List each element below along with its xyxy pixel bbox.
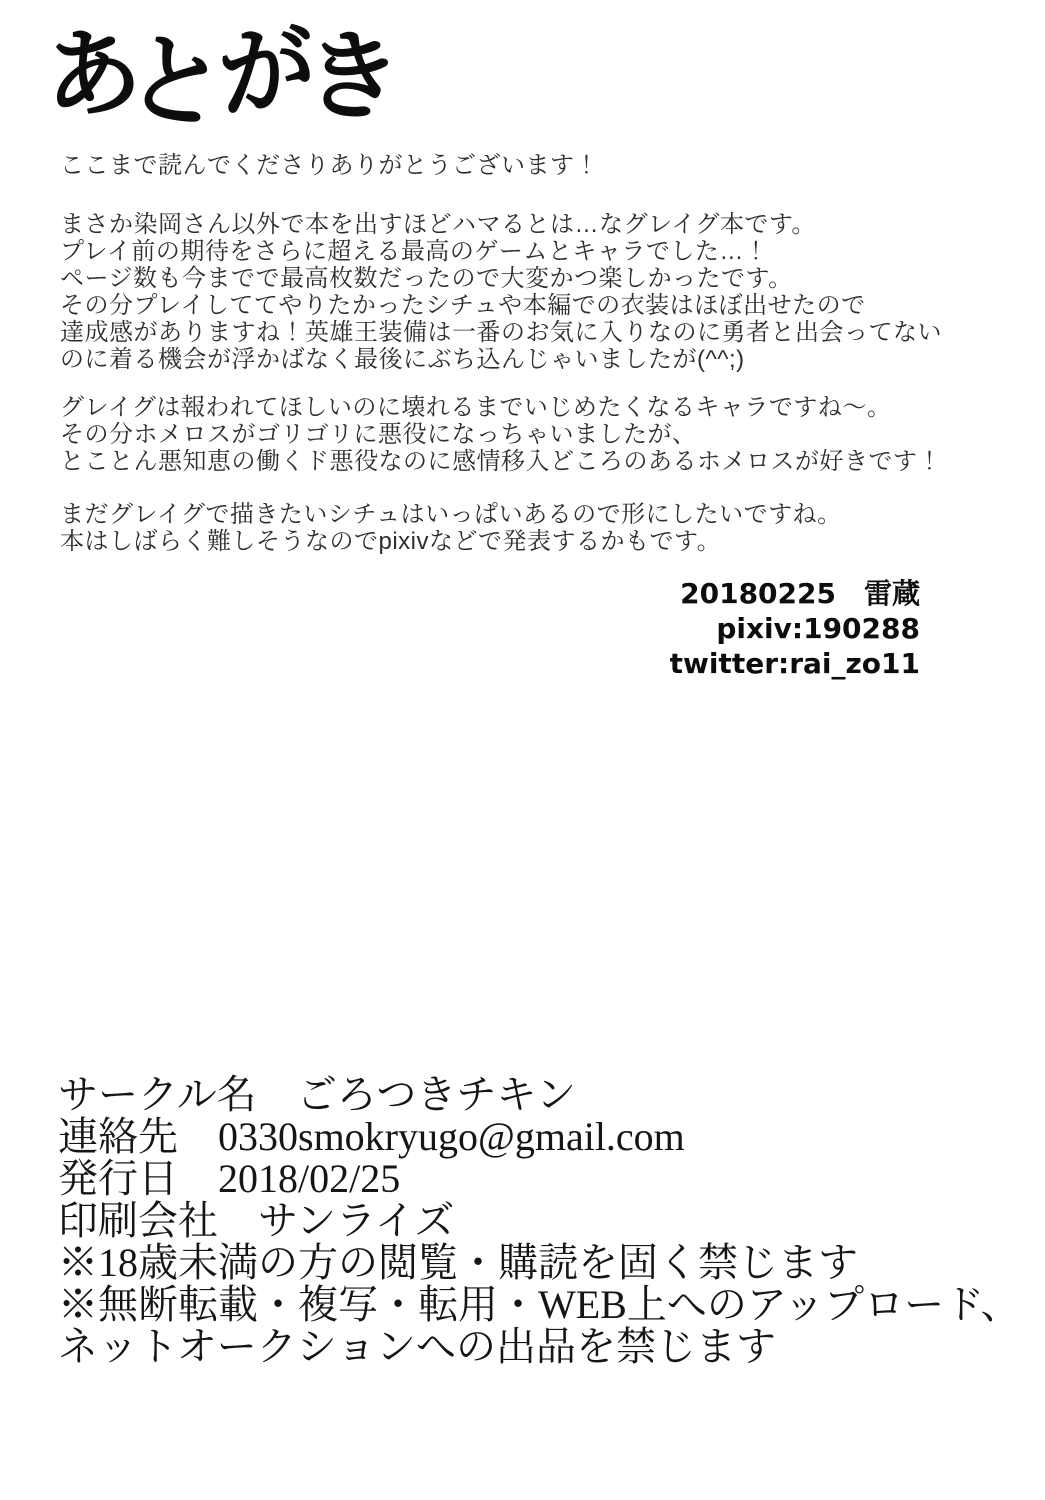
title-char: あ (40, 15, 136, 134)
text-line: ページ数も今までで最高枚数だったので大変かつ楽しかったです。 (60, 265, 793, 292)
text-line: まさか染岡さん以外で本を出すほどハマるとは…なグレイグ本です。 (60, 211, 816, 238)
text-line: まだグレイグで描きたいシチュはいっぱいあるので形にしたいですね。 (60, 501, 842, 528)
page-title (40, 0, 395, 145)
printer-line: 印刷会社 サンライズ (58, 1198, 455, 1243)
text-line: グレイグは報われてほしいのに壊れるまでいじめたくなるキャラですね〜。 (60, 394, 892, 421)
text-line: 達成感がありますね！英雄王装備は一番のお気に入りなのに勇者と出会ってない (60, 319, 942, 346)
text-line: ここまで読んでくださりありがとうございます！ (60, 152, 599, 179)
game-impressions-paragraph (60, 211, 990, 373)
publish-date-line: 発行日 2018/02/25 (58, 1156, 401, 1201)
signature-block (670, 576, 920, 681)
contact-email-line: 連絡先 0330smokryugo@gmail.com (58, 1114, 685, 1159)
text-line: その分ホメロスがゴリゴリに悪役になっちゃいましたが、 (60, 421, 697, 448)
no-auction-notice-line: ネットオークションへの出品を禁じます (58, 1324, 776, 1369)
characters-paragraph (60, 394, 990, 475)
future-plans-paragraph (60, 501, 990, 555)
text-line: その分プレイしててやりたかったシチュや本編での衣装はほぼ出せたので (60, 292, 866, 319)
thanks-paragraph (60, 152, 990, 179)
age-restriction-notice-line: ※18歳未満の方の閲覧・購読を固く禁じます (58, 1240, 858, 1285)
text-line: プレイ前の期待をさらに超える最高のゲームとキャラでした…！ (60, 238, 769, 265)
text-line: のに着る機会が浮かばなく最後にぶち込んじゃいましたが(^^;) (60, 346, 745, 373)
signature-date-author: 20180225 雷蔵 (680, 577, 920, 610)
signature-pixiv-id: pixiv:190288 (716, 612, 920, 645)
title-char: と (118, 17, 226, 145)
title-char: が (212, 10, 313, 133)
afterword-body (60, 152, 990, 555)
title-char: き (301, 17, 395, 136)
colophon-block (58, 1072, 1021, 1369)
signature-twitter-id: twitter:rai_zo11 (669, 647, 920, 680)
no-reproduction-notice-line: ※無断転載・複写・転用・WEB上へのアップロード、 (58, 1282, 1021, 1327)
text-line: とことん悪知恵の働くド悪役なのに感情移入どころのあるホメロスが好きです！ (60, 448, 942, 475)
circle-name-line: サークル名 ごろつきチキン (58, 1072, 576, 1117)
text-line: 本はしばらく難しそうなのでpixivなどで発表するかもです。 (60, 528, 722, 555)
